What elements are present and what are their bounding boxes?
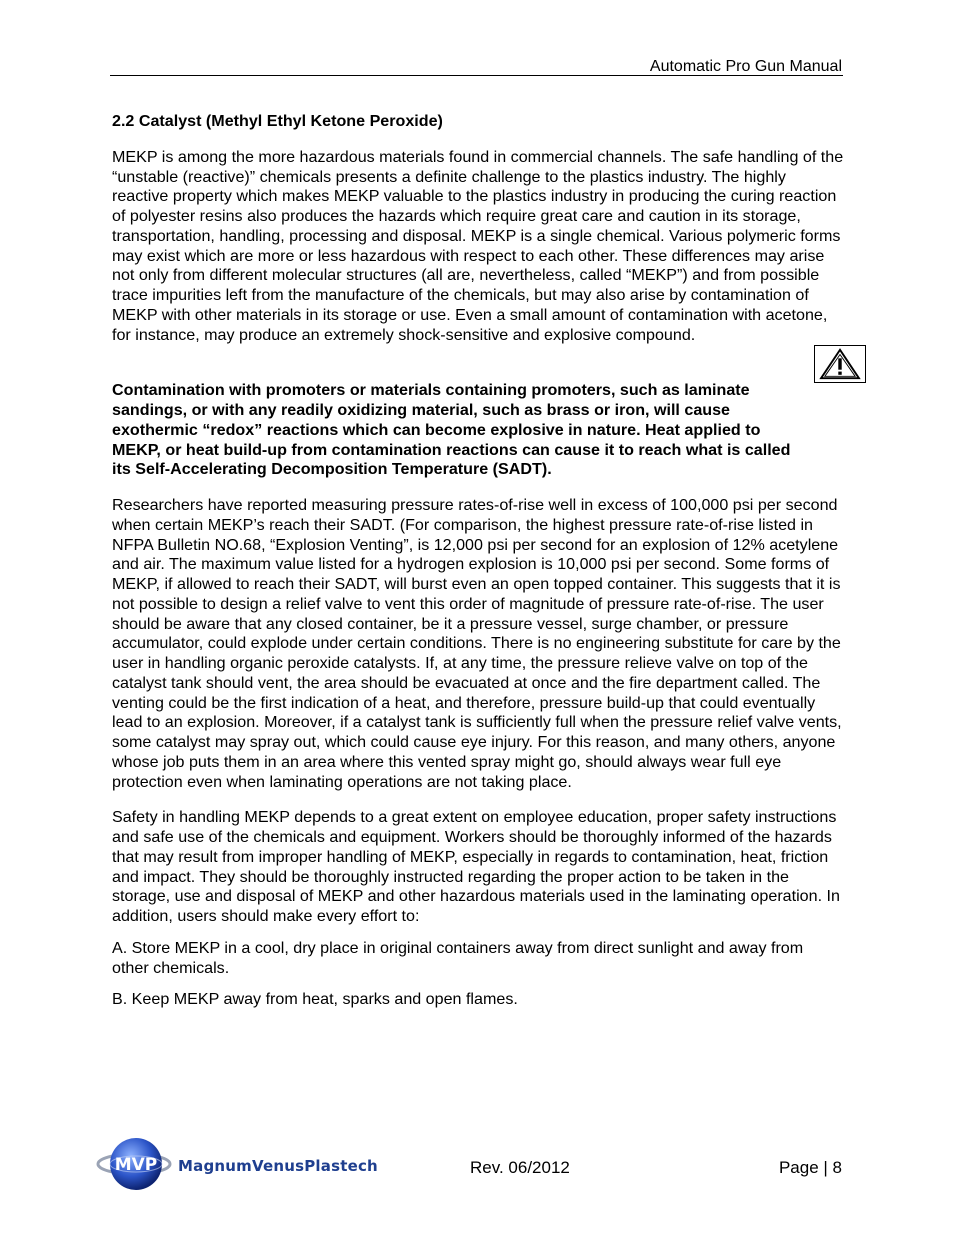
header-title: Automatic Pro Gun Manual bbox=[649, 58, 842, 75]
revision-date: Rev. 06/2012 bbox=[470, 1158, 570, 1177]
section-heading: 2.2 Catalyst (Methyl Ethyl Ketone Peroxide) bbox=[112, 112, 443, 130]
paragraph-intro: MEKP is among the more hazardous materials found in commercial channels. The safe handling of the “unstable (reactive)” chemicals presents a definite challenge to the plastics industry. The highly reactive property which makes MEKP valuable to the plastics industry in producing the curing reaction of polyester resins also produces the hazards which require great care and caution in its storage, transportation, handling, processing and disposal. MEKP is a single chemical. Various polymeric forms may exist which are more or less hazardous with respect to each other. These differences may arise not only from different molecular structures (all are, nevertheless, called “MEKP”) and from possible trace impurities left from the manufacture of the chemicals, but may also arise by contamination of MEKP with other materials in its storage or use. Even a small amount of contamination with acetone, for instance, may produce an extremely shock-sensitive and explosive compound. bbox=[112, 147, 844, 344]
warning-text: Contamination with promoters or materials containing promoters, such as laminate sandings, or with any readily oxidizing material, such as brass or iron, will cause exothermic “redox” reactions which can become explosive in nature. Heat applied to MEKP, or heat build-up from contamination reactions can cause it to reach what is called its Self-Accelerating Decomposition Temperature (SADT). bbox=[112, 381, 791, 479]
logo-wordmark: MagnumVenusPlastech bbox=[178, 1157, 378, 1175]
page-number: Page | 8 bbox=[778, 1158, 842, 1177]
list-item: B. Keep MEKP away from heat, sparks and open flames. bbox=[112, 990, 518, 1009]
logo-badge-text: MVP bbox=[114, 1155, 158, 1175]
company-logo bbox=[96, 1134, 386, 1196]
header-rule bbox=[110, 75, 843, 76]
page-content bbox=[112, 112, 844, 1010]
list-item: A. Store MEKP in a cool, dry place in original containers away from direct sunlight and away from other chemicals. bbox=[112, 938, 804, 977]
warning-block bbox=[112, 381, 844, 480]
paragraph-safety: Safety in handling MEKP depends to a great extent on employee education, proper safety instructions and safe use of the chemicals and equipment. Workers should be thoroughly informed of the hazards that may result from improper handling of MEKP, especially in regards to contamination, heat, friction and impact. They should be thoroughly instructed regarding the proper action to be taken in the storage, use and disposal of MEKP and other hazardous materials used in the laminating operation. In addition, users should make every effort to: bbox=[112, 808, 840, 925]
warning-triangle-icon bbox=[814, 345, 866, 383]
globe-logo-icon bbox=[96, 1134, 172, 1192]
paragraph-sadt: Researchers have reported measuring pressure rates-of-rise well in excess of 100,000 psi per second when certain MEKP’s reach their SADT. (For comparison, the highest pressure rate-of-rise listed in NFPA Bulletin NO.68, “Explosion Venting”, is 12,000 psi per second for an explosion of 12% acetylene and air. The maximum value listed for a hydrogen explosion is 10,000 psi per second. Some forms of MEKP, if allowed to reach their SADT, will burst even an open topped container. This suggests that it is not possible to design a relief valve to vent this order of magnitude of pressure rate-of-rise. The user should be aware that any closed container, be it a pressure vessel, surge chamber, or pressure accumulator, could explode under certain conditions. There is no engineering substitute for care by the user in handling organic peroxide catalysts. If, at any time, the pressure relieve valve on top of the catalyst tank should vent, the area should be evacuated at once and the fire department called. The venting could be the first indication of a heat, and therefore, pressure build-up that could eventually lead to an explosion. Moreover, if a catalyst tank is sufficiently full when the pressure relief valve vents, some catalyst may spray out, which could cause eye injury. For this reason, and many others, anyone whose job puts them in an area where this vented spray might go, should always wear full eye protection even when laminating operations are not taking place. bbox=[112, 496, 842, 791]
